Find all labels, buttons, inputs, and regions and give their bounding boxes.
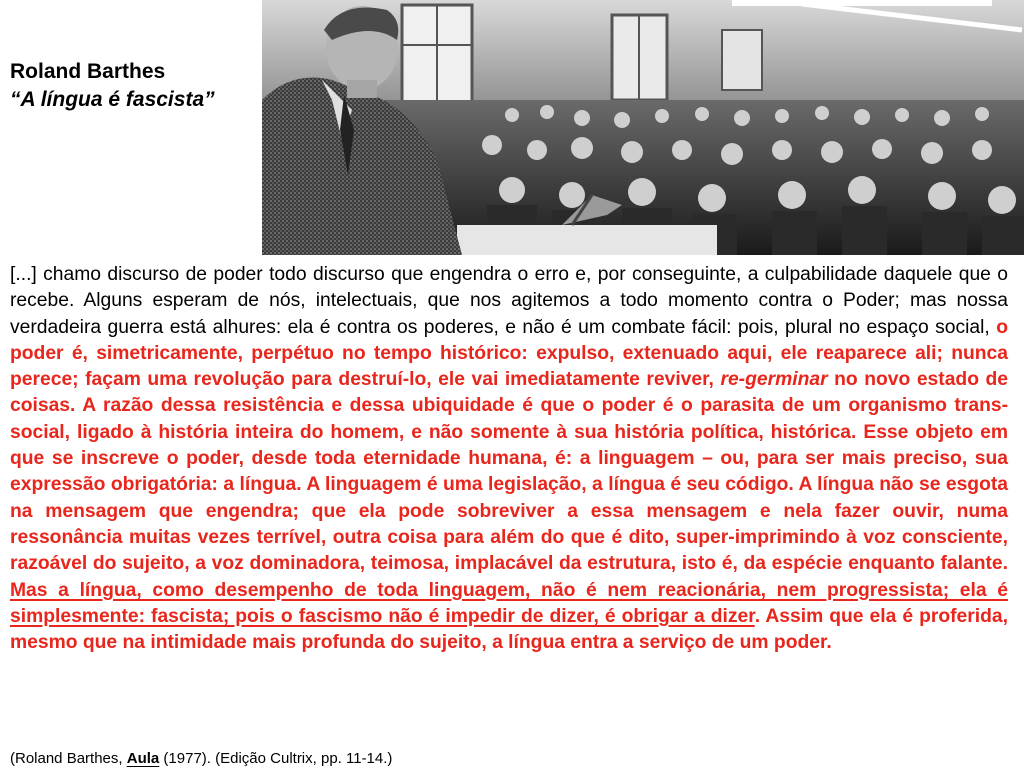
quote-title: “A língua é fascista” xyxy=(10,88,215,111)
passage-italic-term: re-germinar xyxy=(720,369,828,391)
citation-suffix: (1977). (Edição Cultrix, pp. 11-14.) xyxy=(159,750,393,767)
passage-conclusion: . Assim que ela é proferida, mesmo que na intimidade mais profunda do sujeito, a língua entra a serviço de um poder. xyxy=(10,605,1008,654)
photo-of-roland-barthes-lecturing-to-audience-icon xyxy=(262,0,1024,255)
barthes-lecture-photo xyxy=(262,0,1024,255)
passage-highlight xyxy=(10,317,1008,654)
citation-prefix: (Roland Barthes, xyxy=(10,750,127,767)
passage-highlight-b: no novo estado de coisas. A razão dessa resistência e dessa ubiquidade é que o poder é o parasita de um organismo trans-social, ligado à história inteira do homem, e não somente à sua história política, histórica. Esse objeto em que se inscreve o poder, desde toda eternidade humana, é: a linguagem – ou, para ser mais preciso, sua expressão obrigatória: a língua. A linguagem é uma legislação, a língua é seu código. A língua não se esgota na mensagem que engendra; que ela pode sobreviver a essa mensagem e nela fazer ouvir, numa ressonância muitas vezes terrível, outra coisa para além do que é dito, super-imprimindo à voz consciente, razoável do sujeito, a voz dominadora, teimosa, implacável da estrutura, isto é, da espécie enquanto falante. xyxy=(10,369,1008,575)
citation-work-title: Aula xyxy=(126,750,160,767)
passage-underlined-thesis: Mas a língua, como desempenho de toda linguagem, não é nem reacionária, nem progressista; ela é simplesmente: fascista; pois o fascismo não é impedir de dizer, é obrigar a dizer xyxy=(10,579,1008,627)
passage-highlight-a: o poder é, simetricamente, perpétuo no tempo histórico: expulso, extenuado aqui, ele reaparece ali; nunca perece; façam uma revolução para destruí-lo, ele vai imediatamente reviver, xyxy=(10,316,1008,391)
source-citation xyxy=(10,750,392,768)
title-block xyxy=(10,58,215,114)
author-name: Roland Barthes xyxy=(10,60,166,83)
barthes-quote-passage xyxy=(10,262,1008,656)
passage-intro: [...] chamo discurso de poder todo discurso que engendra o erro e, por conseguinte, a culpabilidade daquele que o recebe. Alguns esperam de nós, intelectuais, que nos agitemos a todo momento contra o Poder; mas nossa verdadeira guerra está alhures: ela é contra os poderes, e não é um combate fácil: pois, plural no espaço social, xyxy=(10,264,1008,338)
